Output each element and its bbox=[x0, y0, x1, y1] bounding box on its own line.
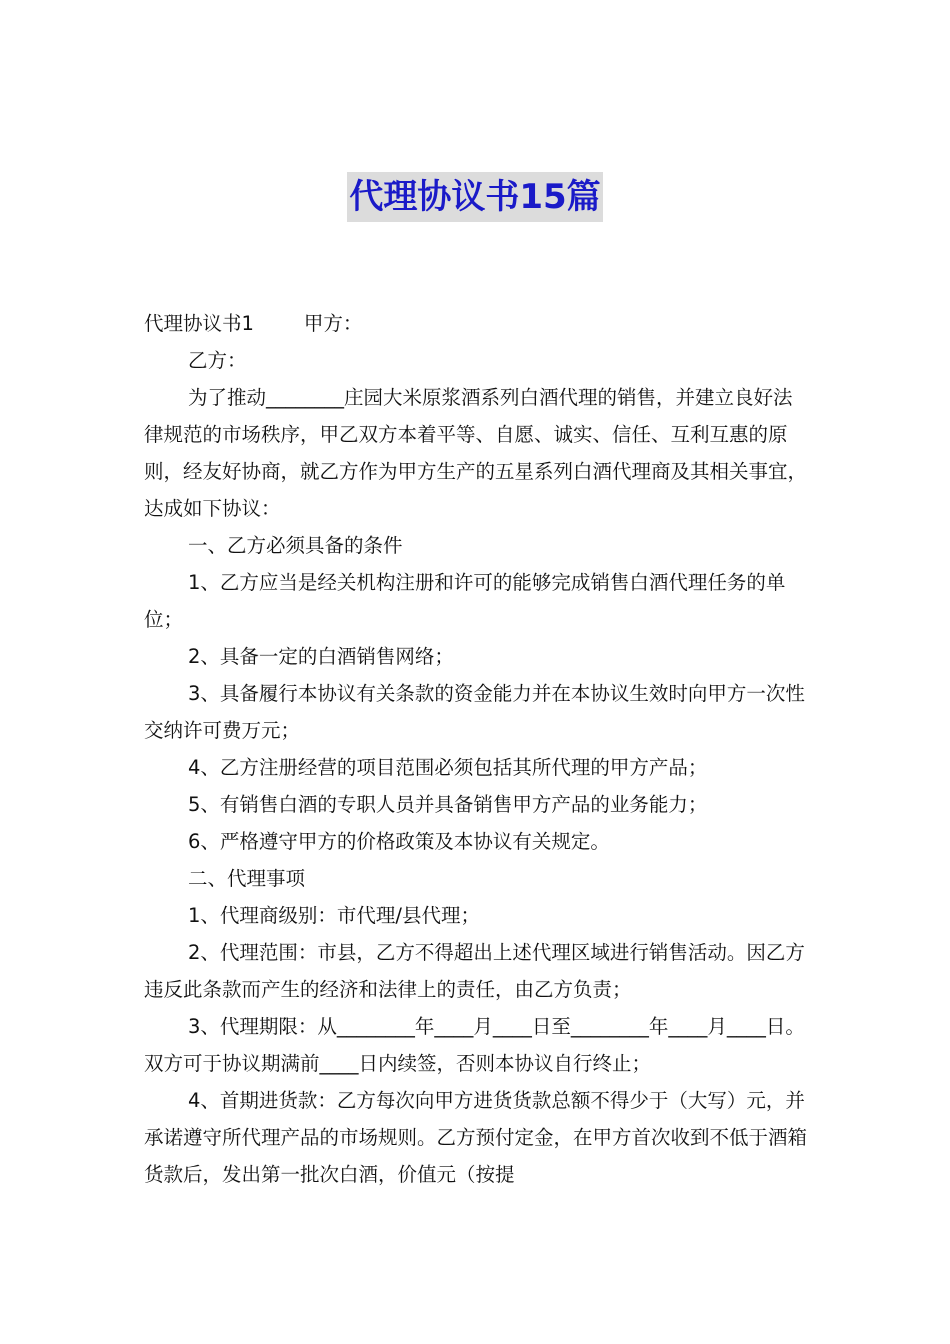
clause-1-4: 4、乙方注册经营的项目范围必须包括其所代理的甲方产品； bbox=[188, 756, 708, 779]
clause-1-1: 1、乙方应当是经关机构注册和许可的能够完成销售白酒代理任务的单位； bbox=[144, 571, 786, 631]
clause-2-4: 4、首期进货款：乙方每次向甲方进货货款总额不得少于（大写）元，并承诺遵守所代理产品的市场规则。乙方预付定金，在甲方首次收到不低于酒箱货款后，发出第一批次白酒，价值元（按提 bbox=[144, 1089, 808, 1186]
title-container bbox=[0, 172, 950, 222]
paragraph-intro: 为了推动________庄园大米原浆酒系列白酒代理的销售，并建立良好法律规范的市场秩序，甲乙双方本着平等、自愿、诚实、信任、互利互惠的原则，经友好协商，就乙方作为甲方生产的五星系列白酒代理商及其相关事宜，达成如下协议： bbox=[144, 386, 808, 520]
section-heading-2: 二、代理事项 bbox=[188, 867, 306, 890]
section-heading-1: 一、乙方必须具备的条件 bbox=[188, 534, 403, 557]
clause-2-3: 3、代理期限：从________年____月____日至________年____月____日。双方可于协议期满前____日内续签，否则本协议自行终止； bbox=[144, 1015, 805, 1075]
party-b-label: 乙方： bbox=[188, 349, 247, 372]
clause-1-5: 5、有销售白酒的专职人员并具备销售甲方产品的业务能力； bbox=[188, 793, 708, 816]
clause-2-2: 2、代理范围：市县，乙方不得超出上述代理区域进行销售活动。因乙方违反此条款而产生的经济和法律上的责任，由乙方负责； bbox=[144, 941, 805, 1001]
document-body bbox=[144, 305, 808, 1193]
agreement-number-label: 代理协议书1 bbox=[144, 312, 254, 335]
clause-1-2: 2、具备一定的白酒销售网络； bbox=[188, 645, 454, 668]
first-line bbox=[144, 305, 808, 342]
clause-1-3: 3、具备履行本协议有关条款的资金能力并在本协议生效时向甲方一次性交纳许可费万元； bbox=[144, 682, 805, 742]
document-title: 代理协议书15篇 bbox=[347, 172, 602, 222]
party-a-label: 甲方： bbox=[303, 312, 363, 335]
clause-1-6: 6、严格遵守甲方的价格政策及本协议有关规定。 bbox=[188, 830, 610, 853]
clause-2-1: 1、代理商级别：市代理/县代理； bbox=[188, 904, 480, 927]
